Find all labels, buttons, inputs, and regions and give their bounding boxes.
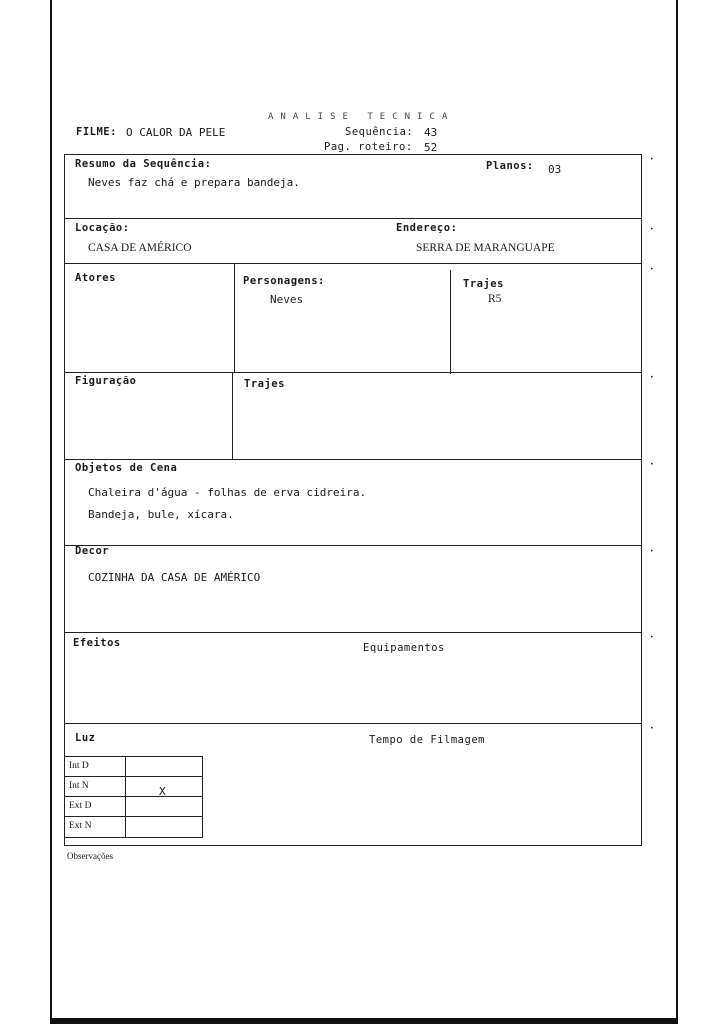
decor-value: COZINHA DA CASA DE AMÉRICO [88, 571, 261, 584]
margin-dot: • [650, 266, 654, 273]
planos-label: Planos: [486, 160, 534, 172]
trajes-value: R5 [488, 293, 502, 305]
sequencia-value: 43 [424, 126, 438, 139]
luz-cell-ext-d [125, 796, 203, 817]
observacoes-label: Observações [67, 851, 113, 861]
luz-cell-int-d [125, 756, 203, 777]
luz-mark: X [159, 785, 166, 798]
figuracao-trajes-label: Trajes [244, 378, 285, 390]
luz-row-int-n [64, 776, 126, 797]
margin-dot: • [650, 548, 654, 555]
equipamentos-label: Equipamentos [363, 642, 445, 654]
luz-cell-ext-n [125, 816, 203, 838]
resumo-text: Neves faz chá e prepara bandeja. [88, 176, 300, 189]
form-outline [64, 154, 642, 846]
margin-dot: • [650, 634, 654, 641]
divider-resumo [64, 218, 642, 219]
pag-roteiro-value: 52 [424, 141, 438, 154]
divider-figuracao [232, 373, 233, 459]
filme-value: O CALOR DA PELE [126, 126, 226, 139]
pag-roteiro-label: Pag. roteiro: [324, 141, 413, 153]
luz-label: Luz [75, 732, 96, 744]
personagens-label: Personagens: [243, 275, 325, 287]
atores-label: Atores [75, 272, 116, 284]
luz-cell-int-n [125, 776, 203, 797]
divider-figuracao-bottom [64, 459, 642, 460]
efeitos-label: Efeitos [73, 637, 121, 649]
luz-row-label: Ext D [69, 801, 92, 811]
divider-atores [234, 264, 235, 372]
margin-dot: • [650, 156, 654, 163]
margin-dot: • [650, 725, 654, 732]
tempo-filmagem-label: Tempo de Filmagem [369, 734, 485, 746]
endereco-label: Endereço: [396, 222, 458, 234]
page-bottom-edge [50, 1018, 678, 1024]
objetos-label: Objetos de Cena [75, 462, 178, 474]
locacao-label: Locação: [75, 222, 130, 234]
sequencia-label: Sequência: [345, 126, 414, 138]
decor-label: Decor [75, 545, 110, 557]
divider-locacao [64, 263, 642, 264]
luz-row-label: Int N [69, 781, 89, 791]
divider-decor [64, 632, 642, 633]
margin-dot: • [650, 226, 654, 233]
luz-row-int-d [64, 756, 126, 777]
figuracao-label: Figuração [75, 375, 137, 387]
divider-elenco [64, 372, 642, 373]
luz-row-label: Int D [69, 761, 89, 771]
margin-dot: • [650, 461, 654, 468]
planos-value: 03 [548, 163, 562, 176]
endereco-value: SERRA DE MARANGUAPE [416, 242, 555, 254]
filme-label: FILME: [76, 126, 117, 138]
luz-row-label: Ext N [69, 821, 92, 831]
locacao-value: CASA DE AMÉRICO [88, 242, 192, 254]
divider-efeitos [64, 723, 642, 724]
resumo-label: Resumo da Sequência: [75, 158, 212, 170]
divider-objetos [64, 545, 642, 546]
objetos-line-2: Bandeja, bule, xícara. [88, 508, 234, 521]
margin-dot: • [650, 374, 654, 381]
objetos-line-1: Chaleira d'água - folhas de erva cidreira. [88, 486, 367, 499]
divider-personagens [450, 270, 451, 374]
form-title: ANALISE TECNICA [268, 112, 455, 122]
personagens-value: Neves [270, 293, 304, 306]
luz-row-ext-n [64, 816, 126, 838]
trajes-label: Trajes [463, 278, 504, 290]
luz-row-ext-d [64, 796, 126, 817]
